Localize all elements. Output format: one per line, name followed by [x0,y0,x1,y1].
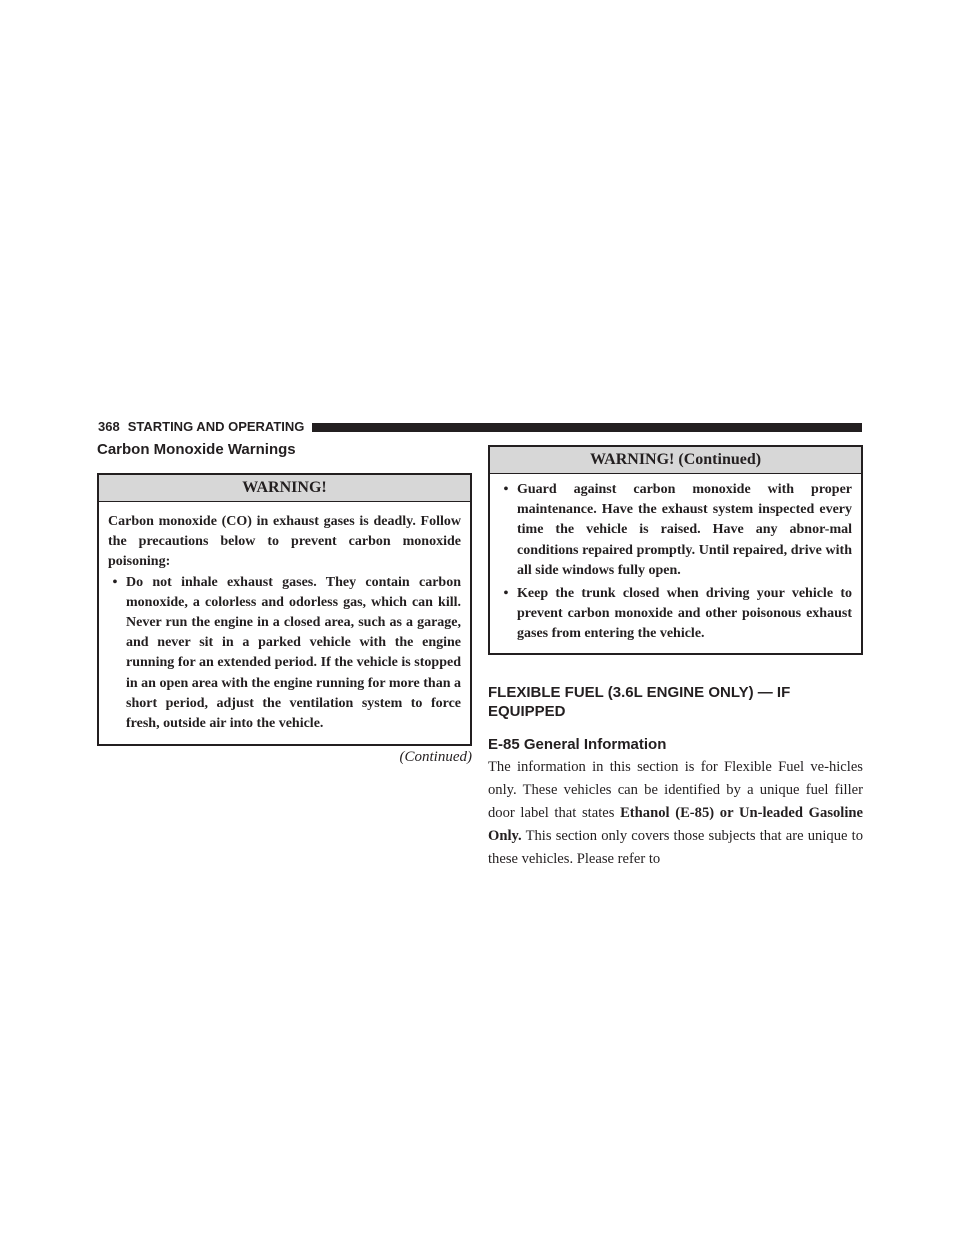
header-rule [312,423,862,432]
warning-title: WARNING! [99,475,470,502]
warning-continued-title: WARNING! (Continued) [490,447,861,474]
paragraph-text: The information in this section is for Flexible Fuel ve-hicles only. These vehicles can be identified by a unique fuel filler door label that states [488,758,863,822]
left-column [97,440,472,767]
fuel-label-text: Ethanol (E-85) or Un-leaded Gasoline Only. [488,805,864,845]
warning-bullet-list [108,573,461,735]
warning-intro: Carbon monoxide (CO) in exhaust gases is deadly. Follow the precautions below to prevent carbon monoxide poisoning: [108,514,461,570]
warning-continued-bullet-list [499,480,852,645]
warning-bullet-item [499,584,852,645]
carbon-monoxide-heading: Carbon Monoxide Warnings [97,441,296,458]
continued-label: (Continued) [399,749,472,766]
section-title: STARTING AND OPERATING [127,419,305,434]
warning-continued-body [490,474,861,653]
right-column [488,445,863,872]
warning-bullet-item [108,573,461,735]
bullet-icon: • [112,574,118,590]
bullet-icon: • [503,586,509,602]
warning-continued-box [488,445,863,655]
e85-paragraph [488,756,863,872]
page-header [98,418,862,436]
flexible-fuel-heading: FLEXIBLE FUEL (3.6L ENGINE ONLY) — IF EQUIPPED [488,683,791,720]
warning-box [97,473,472,746]
e85-general-info-heading: E-85 General Information [488,735,667,753]
bullet-text: Guard against carbon monoxide with proper maintenance. Have the exhaust system inspected every time the vehicle is raised. Have any abnor-mal conditions repaired promptly. Until repaired, drive with all side windows fully open. [517,482,852,578]
bullet-text: Do not inhale exhaust gases. They contain carbon monoxide, a colorless and odorless gas, which can kill. Never run the engine in a closed area, such as a garage, and never sit in a parked vehicle with the engine running for an extended period. If the vehicle is stopped in an open area with the engine running for more than a short period, adjust the ventilation system to force fresh, outside air into the vehicle. [126,574,461,732]
warning-bullet-item [499,480,852,581]
bullet-icon: • [503,482,509,497]
page-number: 368 [98,419,120,434]
paragraph-text-end: This section only covers those subjects that are unique to these vehicles. Please refer to [488,828,863,868]
warning-body [99,502,470,744]
bullet-text: Keep the trunk closed when driving your vehicle to prevent carbon monoxide and other poisonous exhaust gases from entering the vehicle. [517,586,852,642]
